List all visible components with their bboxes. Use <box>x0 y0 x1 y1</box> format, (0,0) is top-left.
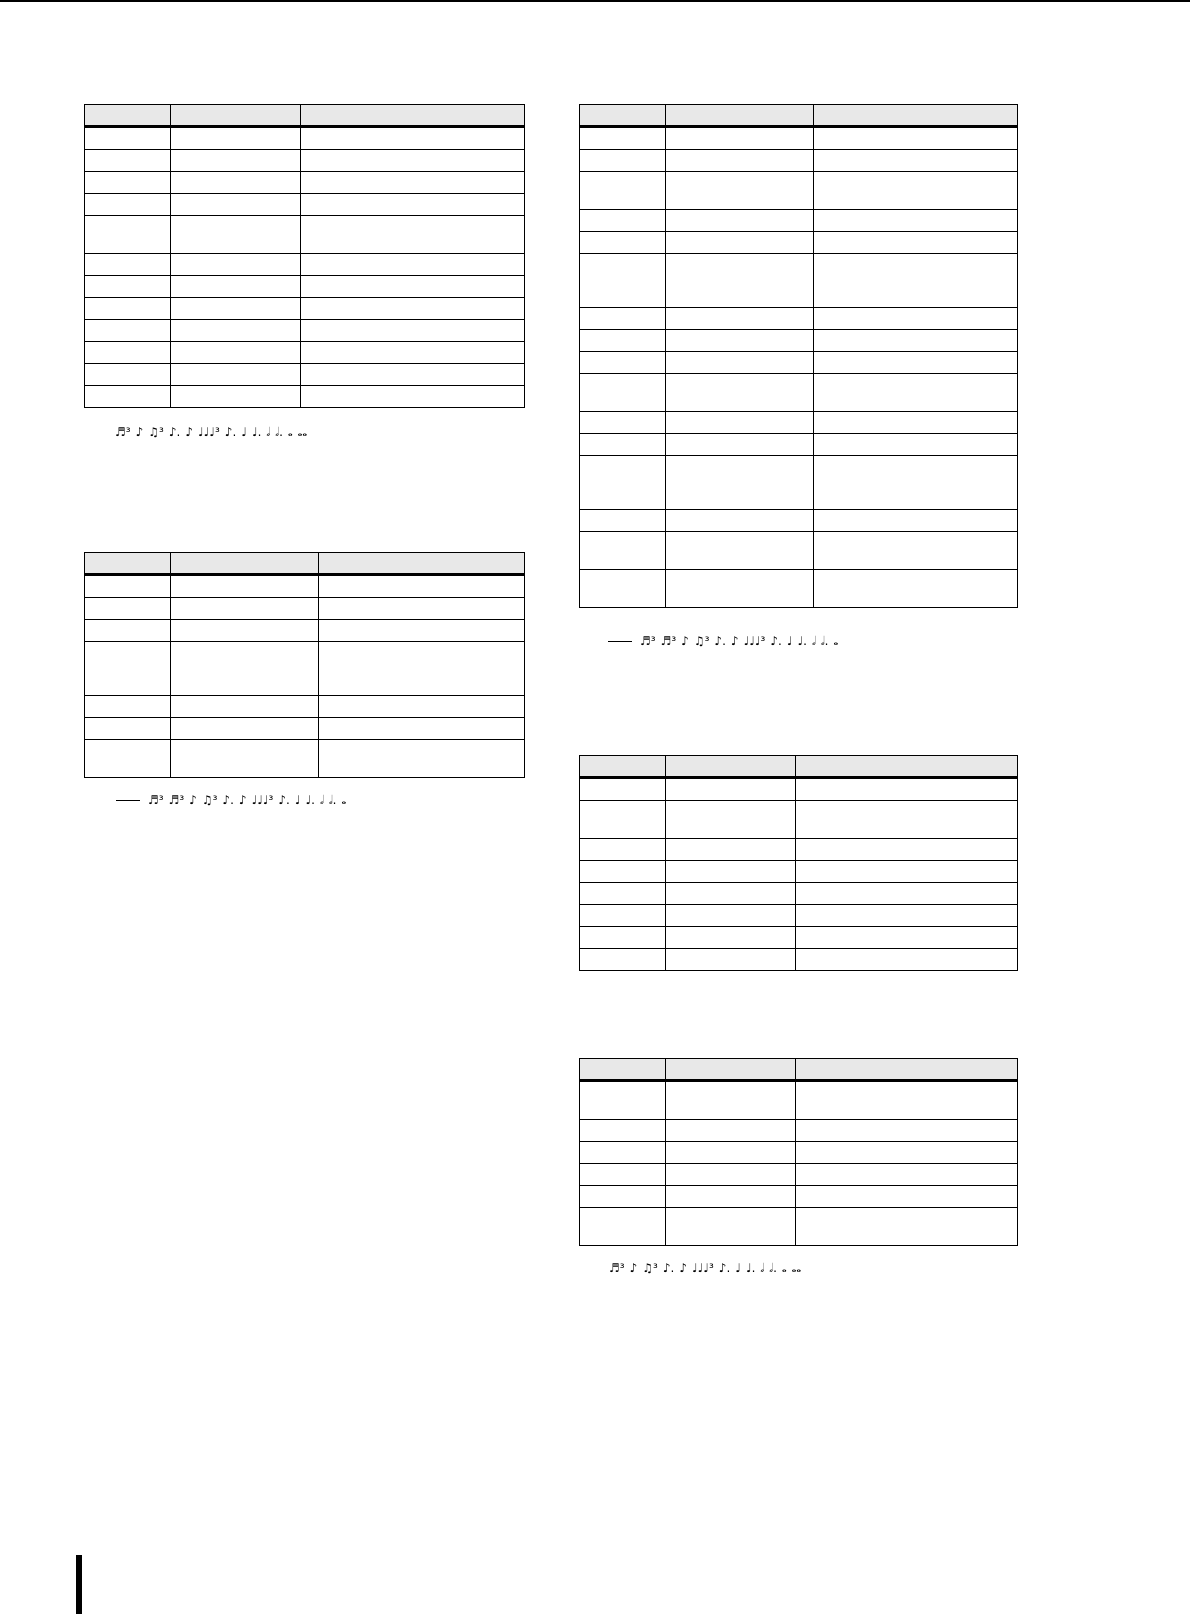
header-cell <box>85 553 171 575</box>
note-glyph: ♪. <box>168 425 181 439</box>
header-cell <box>666 105 814 127</box>
note-value-row-1 <box>115 424 312 440</box>
note-glyph: ♫³ <box>642 1261 658 1275</box>
table-row <box>580 374 1018 412</box>
table-row <box>580 510 1018 532</box>
note-glyph: ♩♩♩³ <box>743 634 766 648</box>
note-glyph: ♩ <box>735 1261 741 1275</box>
note-glyph: ♪ <box>185 425 193 439</box>
header-cell <box>796 1059 1018 1081</box>
note-glyph: ♬³ <box>660 634 677 648</box>
table-row <box>85 696 525 718</box>
table-header <box>85 553 525 575</box>
note-glyph: ♪ <box>629 1261 638 1275</box>
margin-bar <box>76 1555 82 1614</box>
table-row <box>85 598 525 620</box>
table-row <box>580 801 1018 839</box>
table-row <box>85 642 525 696</box>
note-glyph: 𝅝 <box>341 793 347 807</box>
table-row <box>580 150 1018 172</box>
table-row <box>580 861 1018 883</box>
note-value-row-3 <box>608 633 843 649</box>
table-header <box>85 105 525 127</box>
dash-mark <box>608 641 632 642</box>
note-glyph: 𝅗𝅥. <box>328 793 337 807</box>
table-header <box>580 105 1018 127</box>
note-glyph: 𝅗𝅥 <box>320 793 324 807</box>
note-glyph: 𝅗𝅥 <box>760 1261 765 1275</box>
note-glyph: 𝅗𝅥 <box>812 634 816 648</box>
table-row <box>580 1208 1018 1246</box>
note-glyph: 𝅝 <box>287 425 293 439</box>
table-row <box>580 1186 1018 1208</box>
parameter-table-2 <box>84 552 525 778</box>
note-glyph: ♩. <box>797 634 807 648</box>
header-cell <box>796 756 1018 778</box>
header-cell <box>580 1059 666 1081</box>
note-glyph: ♫³ <box>201 793 218 807</box>
note-glyph: ♩♩♩³ <box>251 793 274 807</box>
table-header <box>580 756 1018 778</box>
note-glyph: ♪. <box>718 1261 731 1275</box>
table-row <box>85 216 525 254</box>
table-row <box>580 210 1018 232</box>
table-row <box>85 276 525 298</box>
note-glyph: ♩ <box>294 793 301 807</box>
note-glyph: ♪ <box>189 793 197 807</box>
table-row <box>85 386 525 408</box>
note-glyph: ♩. <box>305 793 315 807</box>
note-glyph: 𝅝 <box>781 1261 787 1275</box>
header-cell <box>666 1059 796 1081</box>
table-row <box>85 740 525 778</box>
table-row <box>580 778 1018 801</box>
note-glyph: ♪ <box>238 793 247 807</box>
table-row <box>85 342 525 364</box>
header-cell <box>301 105 525 127</box>
note-glyph: ♪. <box>662 1261 675 1275</box>
note-glyph: ♪. <box>224 425 237 439</box>
table-row <box>85 194 525 216</box>
note-glyph: ♪. <box>714 634 726 648</box>
table-row <box>85 127 525 150</box>
note-glyph: ♪. <box>770 634 782 648</box>
table-row <box>85 298 525 320</box>
note-glyph: ♪ <box>679 1261 687 1275</box>
note-glyph: ♫³ <box>693 634 710 648</box>
table-row <box>85 718 525 740</box>
note-glyph: ♪. <box>222 793 234 807</box>
note-glyph: ♪ <box>730 634 739 648</box>
parameter-table-3 <box>579 104 1018 608</box>
header-cell <box>85 105 171 127</box>
table-row <box>85 254 525 276</box>
note-value-row-4 <box>609 1260 806 1276</box>
header-cell <box>171 553 319 575</box>
table-row <box>580 172 1018 210</box>
header-cell <box>171 105 301 127</box>
parameter-table-4 <box>579 755 1018 971</box>
note-glyph: ♪ <box>681 634 689 648</box>
table-row <box>580 1142 1018 1164</box>
note-glyph: ♬³ <box>148 793 164 807</box>
note-glyph: ♫³ <box>148 425 164 439</box>
table-row <box>580 308 1018 330</box>
note-glyph: 𝅝𝅝 <box>791 1261 802 1275</box>
note-glyph: ♪ <box>135 425 144 439</box>
header-cell <box>580 756 666 778</box>
table-row <box>85 320 525 342</box>
parameter-table-5 <box>579 1058 1018 1246</box>
table-row <box>580 839 1018 861</box>
table-row <box>85 620 525 642</box>
note-glyph: ♪. <box>278 793 290 807</box>
note-glyph: ♩♩♩³ <box>691 1261 714 1275</box>
table-row <box>580 570 1018 608</box>
note-glyph: 𝅗𝅥. <box>275 425 283 439</box>
table-row <box>580 127 1018 150</box>
note-value-row-2 <box>116 792 351 808</box>
note-glyph: 𝅗𝅥. <box>769 1261 777 1275</box>
table-header <box>580 1059 1018 1081</box>
header-cell <box>319 553 525 575</box>
table-row <box>580 232 1018 254</box>
note-glyph: ♩ <box>241 425 247 439</box>
table-row <box>580 1120 1018 1142</box>
note-glyph: ♬³ <box>640 634 656 648</box>
table-row <box>580 532 1018 570</box>
note-glyph: ♩. <box>745 1261 756 1275</box>
parameter-table-1 <box>84 104 525 408</box>
top-rule <box>0 0 1190 2</box>
table-row <box>580 352 1018 374</box>
table-row <box>580 456 1018 510</box>
header-cell <box>666 756 796 778</box>
table-row <box>85 575 525 598</box>
note-glyph: ♩♩♩³ <box>197 425 220 439</box>
note-glyph: ♩ <box>786 634 793 648</box>
note-glyph: 𝅗𝅥 <box>266 425 271 439</box>
dash-mark <box>116 800 140 801</box>
table-row <box>580 883 1018 905</box>
table-row <box>580 1164 1018 1186</box>
table-row <box>580 905 1018 927</box>
table-row <box>85 364 525 386</box>
note-glyph: ♬³ <box>115 425 131 439</box>
table-row <box>580 330 1018 352</box>
note-glyph: ♬³ <box>609 1261 625 1275</box>
table-row <box>580 412 1018 434</box>
table-row <box>580 949 1018 971</box>
note-glyph: ♩. <box>251 425 262 439</box>
header-cell <box>814 105 1018 127</box>
note-glyph: 𝅝𝅝 <box>297 425 308 439</box>
table-row <box>85 150 525 172</box>
header-cell <box>580 105 666 127</box>
table-row <box>580 434 1018 456</box>
note-glyph: 𝅗𝅥. <box>820 634 829 648</box>
table-row <box>580 1081 1018 1120</box>
table-row <box>580 254 1018 308</box>
note-glyph: 𝅝 <box>833 634 839 648</box>
table-row <box>580 927 1018 949</box>
table-row <box>85 172 525 194</box>
note-glyph: ♬³ <box>168 793 185 807</box>
